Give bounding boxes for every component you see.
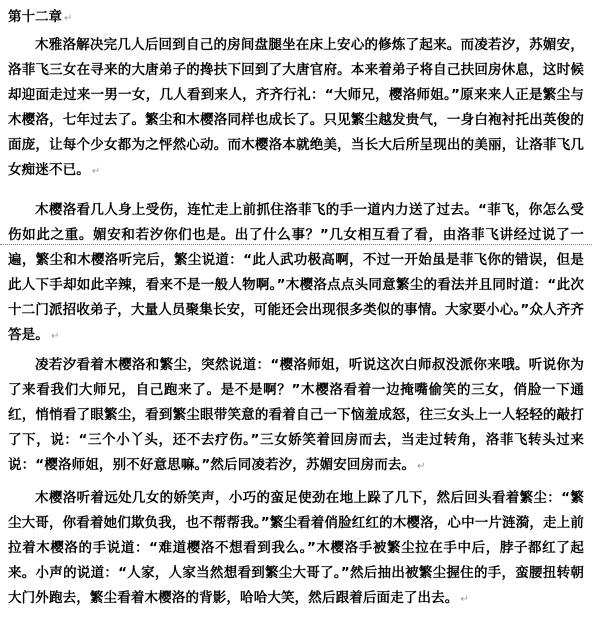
paragraph-4 [8, 486, 584, 612]
paragraph-4-text: 木樱洛听着远处几女的娇笑声，小巧的蛮足使劲在地上跺了几下，然后回头看着繁尘：“繁尘大哥，你看着她们欺负我，也不帮帮我。”繁尘看着俏脸红红的木樱洛，心中一片涟漪，走上前拉着木樱洛的手说道：“难道樱洛不想看到我么。”木樱洛手被繁尘拉在手中后，脖子都红了起来。小声的说道：“人家，人家当然想看到繁尘大哥了。”然后抽出被繁尘握住的手，蛮腰扭转朝大门外跑去，繁尘看着木樱洛的背影，哈哈大笑，然后跟着后面走了出去。 [8, 490, 584, 606]
paragraph-2-text: 木樱洛看几人身上受伤，连忙走上前抓住洛菲飞的手一道内力送了过去。“菲飞，你怎么受伤如此之重。媚安和若汐你们也是。出了什么事？”几女相互看了看，由洛菲飞讲经过说了一遍，繁尘和木樱洛听完后，繁尘说道：“此人武功极高啊，不过一开始虽是菲飞你的错误，但是此人下手却如此辛辣，看来不是一般人物啊。”木樱洛点点头同意繁尘的看法并且同时道：“此次十二门派招收弟子，大量人员聚集长安，可能还会出现很多类似的事情。大家要小心。”众人齐齐答是。 [8, 202, 584, 343]
paragraph-1-text: 木雅洛解决完几人后回到自己的房间盘腿坐在床上安心的修炼了起来。而凌若汐，苏媚安，洛菲飞三女在寻来的大唐弟子的搀扶下回到了大唐官府。本来着弟子将自己扶回房休息，这时候却迎面走过来一男一女，几人看到来人，齐齐行礼：“大师兄，樱洛师姐。”原来来人正是繁尘与木樱洛，七年过去了。繁尘和木樱洛同样也成长了。只见繁尘越发贵气，一身白袍衬托出英俊的面庞，让每个少女都为之怦然心动。而木樱洛本就绝美，当长大后所呈现出的美丽，让洛菲飞几女痴迷不已。 [8, 37, 584, 178]
paragraph-3-text: 凌若汐看着木樱洛和繁尘，突然说道：“樱洛师姐，听说这次白师叔没派你来哦。听说你为了来看我们大师兄，自己跑来了。是不是啊？”木樱洛看着一边掩嘴偷笑的三女，俏脸一下通红，悄悄看了眼繁尘，看到繁尘眼带笑意的看着自己一下恼羞成怒，往三女头上一人轻轻的敲打了下，说：“三个小丫头，还不去疗伤。”三女娇笑着回房而去，当走过转角，洛菲飞转头过来说：“樱洛师姐，别不好意思嘛。”然后同凌若汐，苏媚安回房而去。 [8, 357, 584, 473]
paragraph-mark-icon: ↵ [91, 166, 101, 177]
paragraph-3 [8, 353, 584, 479]
page-break-divider [0, 244, 592, 245]
paragraph-2 [8, 198, 584, 349]
paragraph-1 [8, 33, 584, 184]
paragraph-mark-icon: ↵ [64, 13, 73, 24]
chapter-title-text: 第十二章 [8, 9, 62, 25]
paragraph-mark-icon: ↵ [417, 461, 426, 472]
chapter-title [8, 8, 72, 28]
paragraph-mark-icon: ↵ [460, 594, 469, 605]
paragraph-mark-icon: ↵ [50, 331, 60, 342]
